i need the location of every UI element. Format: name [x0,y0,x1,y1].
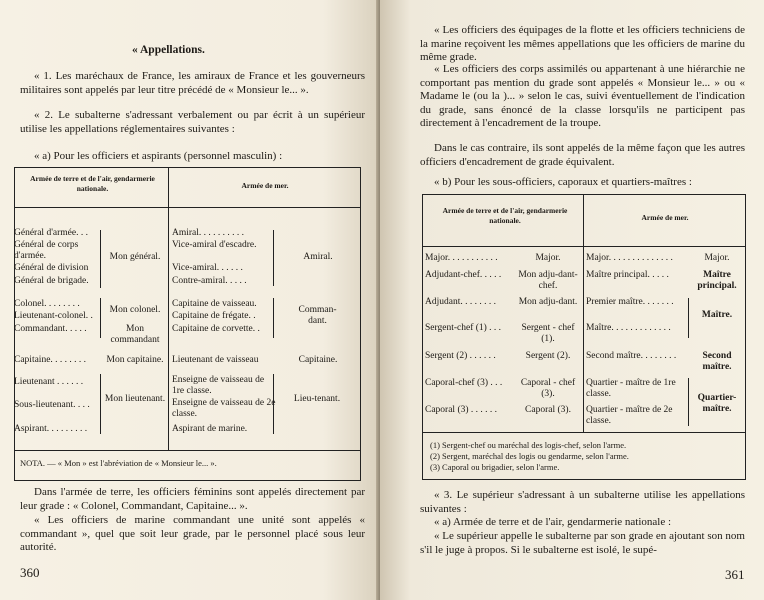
appellation: Major. [535,253,561,263]
paragraph-5: « Le supérieur appelle le subalterne par son grade en ajoutant son nom s'il le juge à propos. Si le subalterne est isolé, le supé- [420,530,745,556]
grade-row: Contre-amiral. . . . . [172,276,247,286]
subheading-a: « a) Armée de terre et de l'air, gendarmerie nationale : [434,516,672,528]
appellation: Mon commandant [110,324,160,345]
grade-row: Aspirant de marine. [172,424,248,434]
subheading-a: « a) Pour les officiers et aspirants (personnel masculin) : [34,150,283,162]
grade-row: Lieutenant-colonel. . [14,311,93,321]
grade-row: Quartier - maître de 1re classe. [586,378,676,399]
table-header-terre: Armée de terre et de l'air, gendarmerie nationale. [442,206,568,225]
paragraph-4: « 3. Le supérieur s'adressant à un subalterne utilise les appellations suivantes : [420,489,745,515]
grade-row: Enseigne de vaisseau de 2e classe. [172,398,276,419]
appellation: Mon général. [109,252,161,262]
right-page [380,0,764,600]
grade-row: Capitaine de vaisseau. [172,299,257,309]
paragraph-3: Dans l'armée de terre, les officiers féminins sont appelés directement par leur grade : « Colonel, Commandant, Capitaine... ». [20,486,365,512]
paragraph-4: « Les officiers de marine commandant une unité sont appelés « commandant », quel que soit leur grade, par le personnel placé sous leur autorité. [20,514,365,553]
grade-row: Commandant. . . . . [14,324,87,334]
appellation: Caporal (3). [525,405,571,415]
grade-row: Général de division [14,263,89,273]
grade-row: Capitaine. . . . . . . . [14,355,87,365]
grade-row: Amiral. . . . . . . . . . [172,228,245,238]
appellation: Second maître. [702,351,732,372]
appellation: Mon capitaine. [106,355,164,365]
grade-row: Général de brigade. [14,276,89,286]
page-number-right: 361 [725,567,745,582]
grade-row: Adjudant. . . . . . . . [425,297,496,307]
appellation: Mon lieutenant. [104,394,166,404]
appellation: Capitaine. [298,355,338,365]
page-number-left: 360 [20,565,40,580]
grade-row: Caporal-chef (3) . . . [425,378,503,388]
grade-row: Major. . . . . . . . . . . . . . [586,253,673,263]
table-note: (1) Sergent-chef ou maréchal des logis-chef, selon l'arme. [430,440,627,450]
grade-row: Sous-lieutenant. . . . [14,400,90,410]
grade-row: Second maître. . . . . . . . [586,351,677,361]
table-header-terre: Armée de terre et de l'air, gendarmerie nationale. [30,174,155,193]
grade-row: Sergent-chef (1) . . . [425,323,502,333]
appellation: Maître principal. [697,270,737,291]
appellation: Major. [704,253,730,263]
grade-row: Lieutenant . . . . . . [14,377,84,387]
appellation: Comman-dant. [298,305,337,326]
grade-row: Colonel. . . . . . . . [14,299,80,309]
paragraph-2: « 2. Le subalterne s'adressant verbalement ou par écrit à un supérieur utilise les appellations réglementaires suivantes : [20,109,365,135]
appellation: Mon adju-dant-chef. [518,270,578,291]
grade-row: Adjudant-chef. . . . . [425,270,502,280]
table-header-mer: Armée de mer. [641,213,689,222]
appellation: Quartier-maître. [697,393,737,414]
appellation: Sergent (2). [525,351,571,361]
grade-row: Sergent (2) . . . . . . [425,351,496,361]
table-note: (2) Sergent, maréchal des logis ou gendarme, selon l'arme. [430,451,629,461]
grade-row: Maître. . . . . . . . . . . . . [586,323,671,333]
paragraph-2: « Les officiers des corps assimilés ou appartenant à une hiérarchie ne comportant pas mention du grade sont appelés « Monsieur le... » ou « Madame le (ou la )... » selon le cas, suivi éventuellement de l'indication du grade, sans énoncé de la classe lorsqu'ils ne participent pas directement à l'encadrement de la troupe. [420,63,745,129]
grade-row: Capitaine de frégate. . [172,311,256,321]
appellation: Lieu-tenant. [293,394,341,404]
grade-row: Vice-amiral. . . . . . [172,263,243,273]
grade-row: Enseigne de vaisseau de 1re classe. [172,375,265,396]
subheading-b: « b) Pour les sous-officiers, caporaux et quartiers-maîtres : [434,176,692,188]
grade-row: Quartier - maître de 2e classe. [586,405,673,426]
paragraph-1: « 1. Les maréchaux de France, les amiraux de France et les gouverneurs militaires sont appelés par leur titre précédé de « Monsieur le... ». [20,70,365,96]
grade-row: Général de corps d'armée. [14,240,79,261]
grade-row: Aspirant. . . . . . . . . [14,424,88,434]
grade-row: Général d'armée. . . [14,228,88,238]
appellation: Sergent - chef (1). [521,323,575,344]
grade-row: Vice-amiral d'escadre. [172,240,257,250]
section-heading: « Appellations. [132,44,205,56]
left-page [0,0,380,600]
table-header-mer: Armée de mer. [241,181,289,190]
grade-row: Maître principal. . . . . [586,270,669,280]
paragraph-3: Dans le cas contraire, ils sont appelés de la même façon que les autres officiers d'encadrement de grade équivalent. [420,142,745,168]
appellation: Amiral. [303,252,333,262]
grade-row: Premier maître. . . . . . . [586,297,674,307]
table-note: NOTA. — « Mon » est l'abréviation de « Monsieur le... ». [20,458,217,468]
table-note: (3) Caporal ou brigadier, selon l'arme. [430,462,560,472]
grade-row: Lieutenant de vaisseau [172,355,259,365]
appellation: Caporal - chef (3). [520,378,576,399]
grade-row: Capitaine de corvette. . [172,324,260,334]
appellation: Mon colonel. [109,305,161,315]
grade-row: Caporal (3) . . . . . . [425,405,498,415]
appellation: Mon adju-dant. [518,297,578,307]
appellation: Maître. [701,310,733,320]
grade-row: Major. . . . . . . . . . . [425,253,498,263]
paragraph-1: « Les officiers des équipages de la flotte et les officiers techniciens de la marine reçoivent les mêmes appellations que les officiers de marine du même grade. [420,24,745,63]
